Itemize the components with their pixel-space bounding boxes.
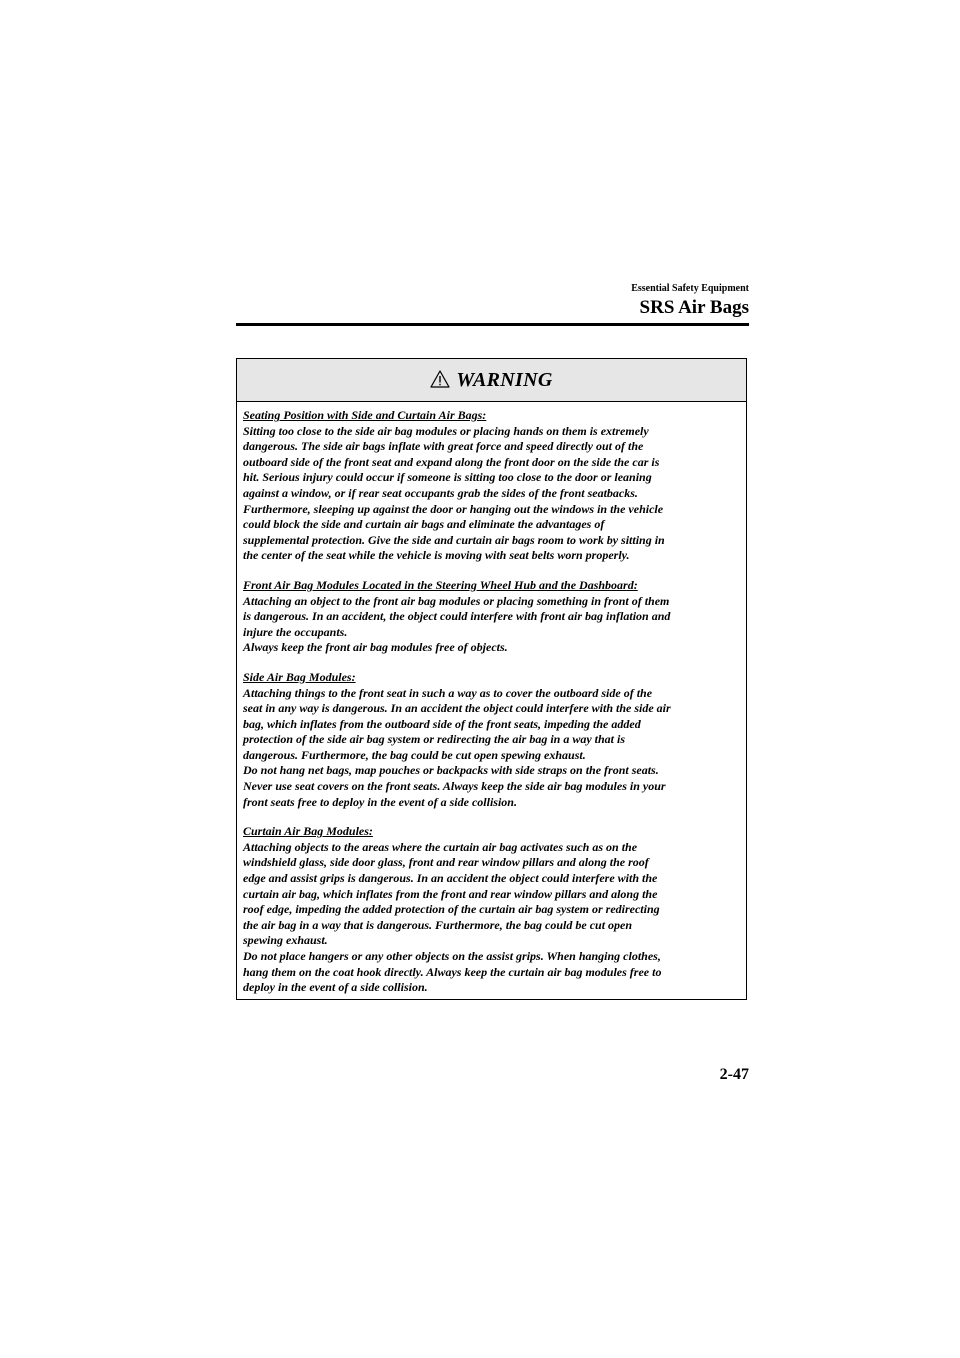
warning-title: WARNING — [456, 368, 553, 391]
warning-header — [237, 359, 746, 402]
section-heading: Front Air Bag Modules Located in the Steering Wheel Hub and the Dashboard: — [243, 577, 638, 592]
section-text-line: against a window, or if rear seat occupants grab the sides of the front seatbacks. — [243, 485, 638, 500]
section-text-line: the air bag in a way that is dangerous. Furthermore, the bag could be cut open — [243, 917, 633, 932]
section-text-line: Sitting too close to the side air bag modules or placing hands on them is extremely — [243, 423, 649, 438]
section-text-line: seat in any way is dangerous. In an accident the object could interfere with the side air — [243, 701, 671, 716]
section-text-line: roof edge, impeding the added protection of the curtain air bag system or redirecting — [243, 902, 660, 917]
header-section-label: Essential Safety Equipment — [631, 283, 749, 294]
section-heading: Side Air Bag Modules: — [243, 669, 356, 684]
section-text-line: curtain air bag, which inflates from the front and rear window pillars and along the — [243, 886, 658, 901]
section-text-line: Do not place hangers or any other objects on the assist grips. When hanging clothes, — [243, 949, 661, 963]
section-text-line: windshield glass, side door glass, front and rear window pillars and along the roof — [243, 855, 649, 870]
section-text-line: spewing exhaust. — [243, 933, 328, 948]
section-text-line: dangerous. The side air bags inflate with great force and speed directly out of the — [243, 439, 644, 454]
section-text-line: the center of the seat while the vehicle is moving with seat belts worn properly. — [243, 548, 630, 563]
section-text-line: Attaching things to the front seat in such a way as to cover the outboard side of the — [243, 685, 653, 700]
section-text-line: outboard side of the front seat and expand along the front door on the side the car is — [243, 454, 660, 469]
section-text-line: Attaching an object to the front air bag modules or placing something in front of them — [243, 593, 670, 608]
section-text-line: is dangerous. In an accident, the object could interfere with front air bag inflation and — [243, 609, 671, 624]
section-text-line: protection of the side air bag system or redirecting the air bag in a way that is — [243, 732, 626, 747]
section-text-line: injure the occupants. — [243, 624, 348, 639]
section-text-line: hit. Serious injury could occur if someone is sitting too close to the door or leaning — [243, 470, 652, 485]
page-title: SRS Air Bags — [639, 297, 749, 318]
section-text-line: Do not hang net bags, map pouches or backpacks with side straps on the front seats. — [243, 763, 659, 778]
section-text-line: supplemental protection. Give the side and curtain air bags room to work by sitting in — [243, 532, 665, 547]
warning-body — [237, 402, 746, 996]
warning-section — [243, 670, 742, 810]
warning-section — [243, 408, 742, 564]
page-number: 2-47 — [719, 1066, 749, 1083]
section-text-line: Furthermore, sleeping up against the door or hanging out the windows in the vehicle — [243, 501, 664, 516]
section-heading: Seating Position with Side and Curtain Air Bags: — [243, 408, 487, 422]
warning-triangle-icon — [430, 370, 450, 388]
section-text-line: Never use seat covers on the front seats. Always keep the side air bag modules in your — [243, 779, 666, 794]
section-text-line: Always keep the front air bag modules free of objects. — [243, 640, 508, 655]
section-text-line: hang them on the coat hook directly. Always keep the curtain air bag modules free to — [243, 964, 662, 979]
header-divider — [236, 323, 749, 326]
section-text-line: front seats free to deploy in the event of a side collision. — [243, 794, 517, 809]
warning-section — [243, 578, 742, 656]
section-text-line: edge and assist grips is dangerous. In an accident the object could interfere with the — [243, 871, 658, 886]
section-text-line: dangerous. Furthermore, the bag could be cut open spewing exhaust. — [243, 747, 586, 762]
page-header — [236, 283, 749, 319]
section-text-line: bag, which inflates from the outboard side of the front seats, impeding the added — [243, 716, 641, 731]
section-text-line: could block the side and curtain air bags and eliminate the advantages of — [243, 517, 605, 532]
section-text-line: Attaching objects to the areas where the curtain air bag activates such as on the — [243, 839, 638, 854]
section-heading: Curtain Air Bag Modules: — [243, 824, 373, 839]
warning-section — [243, 824, 742, 996]
section-text-line: deploy in the event of a side collision. — [243, 980, 428, 995]
warning-box — [236, 358, 747, 1000]
